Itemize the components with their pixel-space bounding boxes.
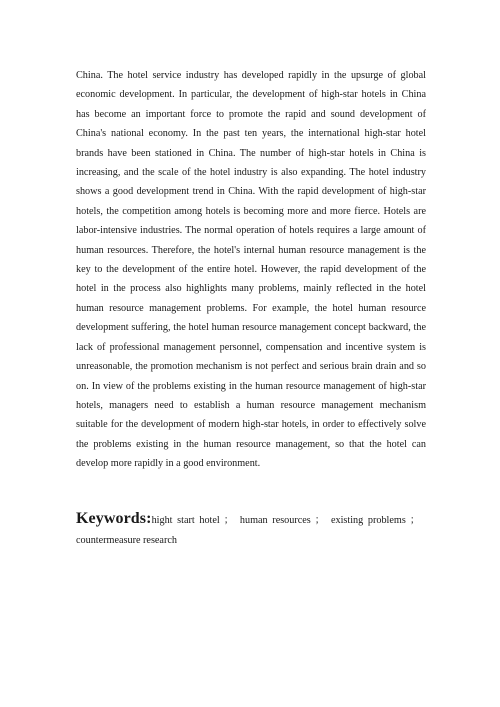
keyword-item: existing problems <box>330 515 406 526</box>
keyword-item: hight start hotel <box>151 515 220 526</box>
keywords-line <box>76 509 426 551</box>
keyword-separator: ； <box>314 515 325 526</box>
keywords-label: Keywords: <box>76 510 152 527</box>
keyword-separator: ； <box>409 515 420 526</box>
keyword-separator: ； <box>223 515 234 526</box>
keyword-item: countermeasure research <box>76 535 177 546</box>
abstract-paragraph: China. The hotel service industry has developed rapidly in the upsurge of global economic development. In particular, the development of high-star hotels in China has become an important force to promote the rapid and sound development of China's national economy. In the past ten years, the international high-star hotel brands have been stationed in China. The number of high-star hotels in China is increasing, and the scale of the hotel industry is also expanding. The hotel industry shows a good development trend in China. With the rapid development of high-star hotels, the competition among hotels is becoming more and more fierce. Hotels are labor-intensive industries. The normal operation of hotels requires a large amount of human resources. Therefore, the hotel's internal human resource management is the key to the development of the entire hotel. However, the rapid development of the hotel in the process also highlights many problems, mainly reflected in the hotel human resource management problems. For example, the hotel human resource development suffering, the hotel human resource management concept backward, the lack of professional management personnel, compensation and incentive system is unreasonable, the promotion mechanism is not perfect and serious brain drain and so on. In view of the problems existing in the human resource management of high-star hotels, managers need to establish a human resource management mechanism suitable for the development of modern high-star hotels, in order to effectively solve the problems existing in the human resource management, so that the hotel can develop more rapidly in a good environment. <box>76 70 426 470</box>
keyword-item: human resources <box>239 515 311 526</box>
